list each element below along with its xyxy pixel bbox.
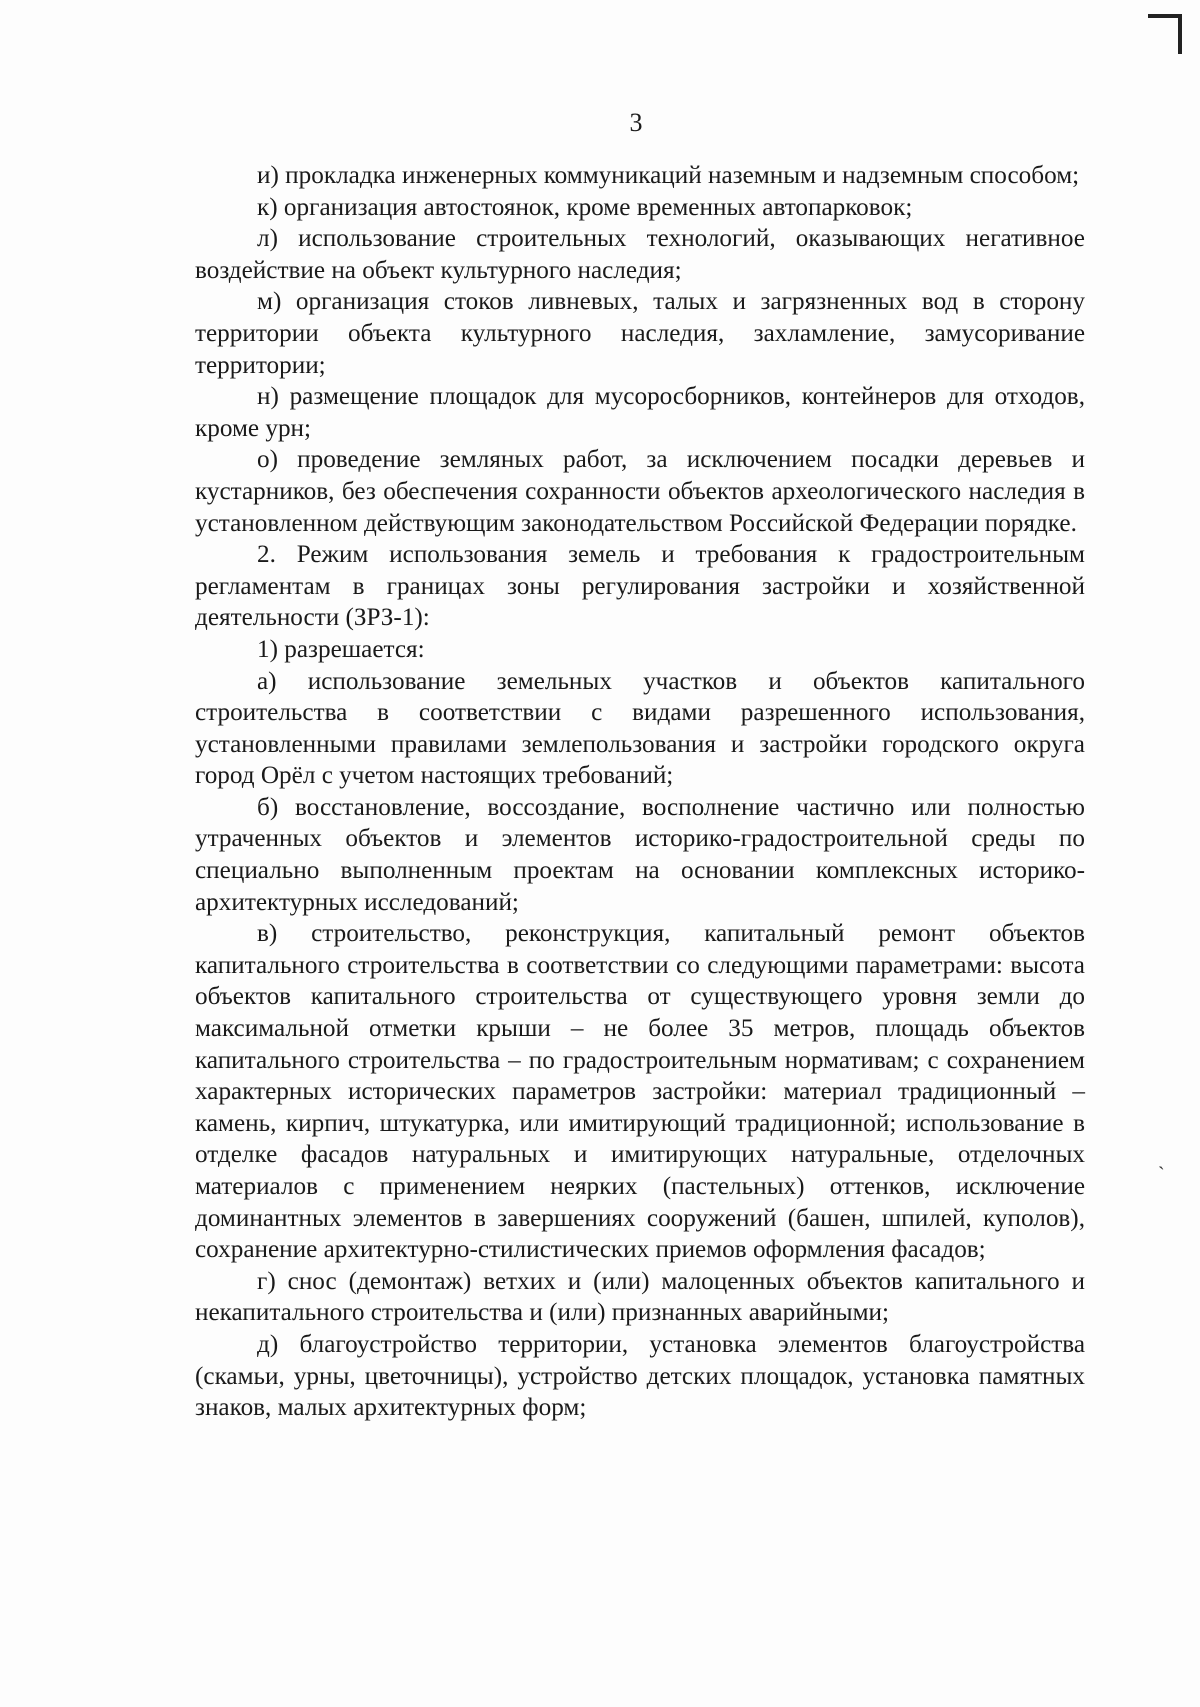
page-number: 3 xyxy=(629,108,643,137)
paragraph-l: л) использование строительных технологий, оказывающих негативное воздействие на объект культурного наследия; xyxy=(195,225,1085,284)
corner-crop-mark xyxy=(1148,14,1182,54)
paragraph-a: а) использование земельных участков и объектов капитального строительства в соответствии с видами разрешенного использования, установленными правилами землепользования и застройки городского округа город Орёл с учетом настоящих требований; xyxy=(195,667,1085,790)
paragraph-v: в) строительство, реконструкция, капитальный ремонт объектов капитального строительства в соответствии со следующими параметрами: высота объектов капитального строительства от существующего уровня земли до максимальной отметки крыши – не более 35 метров, площадь объектов капитального строительства – по градостроительным нормативам; с сохранением характерных исторических параметров застройки: материал традиционный – камень, кирпич, штукатурка, или имитирующий традиционной; использование в отделке фасадов натуральных и имитирующих натуральные, отделочных материалов с применением неярких (пастельных) оттенков, исключение доминантных элементов в завершениях сооружений (башен, шпилей, куполов), сохранение архитектурно-стилистических приемов оформления фасадов; xyxy=(195,920,1085,1264)
paragraph-g: г) снос (демонтаж) ветхих и (или) малоценных объектов капитального и некапитального строительства и (или) признанных аварийными; xyxy=(195,1267,1085,1327)
paragraph-o: о) проведение земляных работ, за исключением посадки деревьев и кустарников, без обеспечения сохранности объектов археологического наследия в установленном действующим законодательством Российской Федерации порядке. xyxy=(195,446,1085,537)
paragraph-n: н) размещение площадок для мусоросборников, контейнеров для отходов, кроме урн; xyxy=(195,383,1085,442)
paragraph-permitted-heading: 1) разрешается: xyxy=(257,635,425,663)
paragraph-i: и) прокладка инженерных коммуникаций наземным и надземным способом; xyxy=(257,162,1080,189)
paragraph-k: к) организация автостоянок, кроме временных автопарковок; xyxy=(257,193,913,221)
paragraph-b: б) восстановление, воссоздание, восполнение частично или полностью утраченных объектов и элементов историко-градостроительной среды по специально выполненным проектам на основании комплексных историко-архитектурных исследований; xyxy=(195,793,1085,916)
document-body xyxy=(195,160,1085,1424)
paragraph-section-2: 2. Режим использования земель и требования к градостроительным регламентам в границах зоны регулирования застройки и хозяйственной деятельности (ЗРЗ-1): xyxy=(195,541,1085,632)
paragraph-d: д) благоустройство территории, установка элементов благоустройства (скамьи, урны, цветочницы), устройство детских площадок, установка памятных знаков, малых архитектурных форм; xyxy=(195,1330,1085,1422)
paragraph-m: м) организация стоков ливневых, талых и загрязненных вод в сторону территории объекта культурного наследия, захламление, замусоривание территории; xyxy=(195,288,1085,379)
scan-speck: ˏ xyxy=(1158,1148,1165,1170)
